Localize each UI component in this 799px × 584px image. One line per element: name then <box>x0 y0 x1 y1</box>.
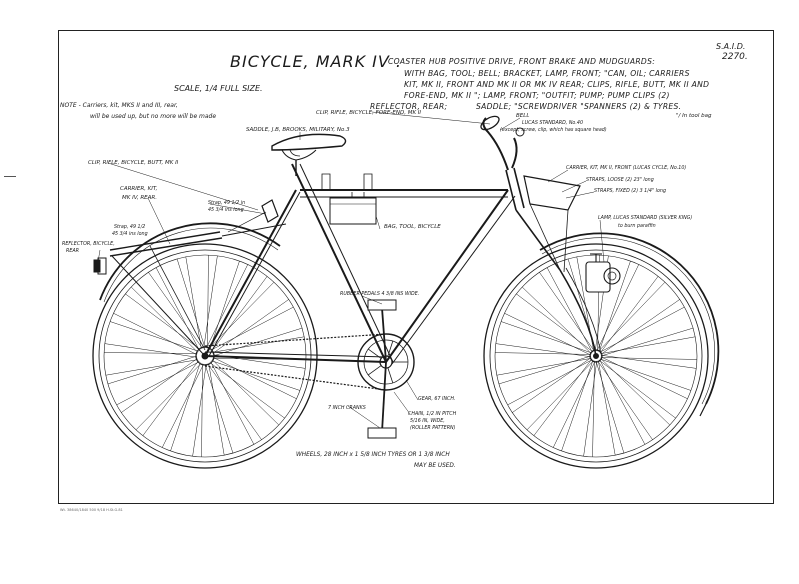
rear-spoke <box>210 362 285 418</box>
rear-spoke <box>193 364 207 456</box>
front-carrier <box>524 176 580 272</box>
label-lamp-1: LAMP, LUCAS STANDARD (SILVER KING) <box>598 216 693 221</box>
rear-spoke <box>106 360 198 376</box>
rear-spoke <box>131 287 198 352</box>
front-spoke <box>497 358 592 375</box>
label-strap-left-1: Strap, 49 1/2 <box>114 225 146 230</box>
rear-spoke <box>186 257 202 349</box>
spec-line-5: REFLECTOR, REAR; <box>370 102 448 111</box>
leader-lines <box>98 112 604 428</box>
label-clip-fore-end: CLIP, RIFLE, BICYCLE, FORE-END, MK II <box>316 110 422 116</box>
front-spoke <box>504 313 591 355</box>
rear-spoke <box>136 363 201 430</box>
rear-spoke <box>213 357 297 399</box>
label-tool-bag: BAG, TOOL, BICYCLE <box>384 224 441 230</box>
rear-spoke <box>143 361 199 436</box>
front-spoke <box>601 357 688 399</box>
rear-spoke <box>206 264 248 348</box>
label-carrier-rear-1: CARRIER, KIT, <box>120 186 158 192</box>
rear-spoke <box>162 364 204 448</box>
note-line-2: will be used up, but no more will be made <box>90 113 217 120</box>
label-bell: BELL <box>516 113 530 119</box>
rear-spoke <box>171 362 201 450</box>
printer-imprint: Wt. 38640/1840 500 9/18 H.St.G.81 <box>60 508 123 512</box>
scale-note: SCALE, 1/4 FULL SIZE. <box>174 84 263 93</box>
front-spoke <box>495 353 591 355</box>
chainwheel-arm <box>388 368 393 383</box>
spec-line-1: COASTER HUB POSITIVE DRIVE, FRONT BRAKE AND MUDGUARDS: <box>388 57 656 66</box>
label-bell-detail: LUCAS STANDARD, No.40 <box>522 121 583 126</box>
rear-spoke <box>212 360 279 425</box>
drawing-title: BICYCLE, MARK IV . <box>230 52 403 71</box>
rear-spoke <box>209 363 225 455</box>
label-pedals: RUBBER PEDALS 4 3/8 INS WIDE. <box>340 292 420 297</box>
label-straps-fixed: STRAPS, FIXED (2) 3 1/4" long <box>594 189 666 194</box>
front-spoke <box>598 360 615 455</box>
chainwheel-arm <box>368 366 381 375</box>
front-spoke <box>601 328 693 356</box>
label-reflector-1: REFLECTOR, BICYCLE, <box>62 242 115 247</box>
label-lamp-2: to burn paraffin <box>618 224 656 229</box>
front-spoke <box>601 355 696 368</box>
front-spoke <box>600 337 695 354</box>
rear-reflector <box>94 260 100 272</box>
label-saddle: SADDLE, J.B, BROOKS, MILITARY, No.3 <box>246 127 350 133</box>
crank-and-pedals <box>368 300 396 438</box>
spec-line-3: KIT, MK II, FRONT AND MK II OR MK IV REAR; CLIPS, RIFLE, BUTT, MK II AND <box>404 80 710 89</box>
rear-spoke <box>204 256 218 348</box>
front-spoke <box>601 358 697 360</box>
rear-spoke <box>110 322 198 352</box>
saddle <box>272 134 346 176</box>
label-clip-butt: CLIP, RIFLE, BICYCLE, BUTT, MK II <box>88 160 179 166</box>
tool-bag-note: "/ In tool bag <box>676 113 712 119</box>
spec-line-saddle: SADDLE; "SCREWDRIVER "SPANNERS (2) & TYRES. <box>476 102 682 111</box>
label-cranks: 7 INCH CRANKS <box>328 406 366 411</box>
label-straps-loose: STRAPS, LOOSE (2) 23" long <box>586 178 654 183</box>
rear-spoke <box>211 361 299 391</box>
front-spoke <box>496 344 591 357</box>
sheet-number: 2270. <box>722 52 748 62</box>
handlebar <box>479 114 524 170</box>
label-chain-1: CHAIN, 1/2 IN PITCH <box>408 412 457 417</box>
front-spoke <box>584 361 597 456</box>
rear-spoke <box>210 261 240 349</box>
label-gear: GEAR, 67 INCH. <box>418 397 456 402</box>
label-carrier-rear-2: MK IV, REAR. <box>122 195 157 201</box>
rear-spoke <box>202 364 203 457</box>
label-strap-rear-2: 45 3/4 ins long <box>208 208 244 213</box>
front-spoke <box>499 356 591 384</box>
tool-bag <box>322 174 376 224</box>
sheet-reference: S.A.I.D. <box>716 42 746 51</box>
rear-spoke <box>125 294 200 350</box>
front-spoke <box>596 361 624 453</box>
bicycle-frame <box>205 164 515 364</box>
front-lamp <box>586 254 620 292</box>
front-mudguard <box>540 233 718 404</box>
label-chain-3: (ROLLER PATTERN) <box>410 426 456 431</box>
front-spoke <box>593 361 595 457</box>
label-strap-rear-1: Strap, 49 1/2 in <box>208 201 246 206</box>
rear-spoke <box>104 353 197 354</box>
spec-line-4: FORE-END, MK II "; LAMP, FRONT; "OUTFIT; PUMP; PUMP CLIPS (2) <box>404 91 670 100</box>
label-bell-detail-2: (except, screw, clip, which has square head) <box>500 128 607 133</box>
label-strap-left-2: 45 3/4 ins long <box>112 232 148 237</box>
rear-spoke <box>105 344 197 358</box>
spec-line-2: WITH BAG, TOOL; BELL; BRACKET, LAMP, FRONT; "CAN, OIL; CARRIERS <box>404 69 690 78</box>
rear-spoke <box>207 255 208 348</box>
label-wheels-1: WHEELS, 28 INCH x 1 5/8 INCH TYRES OR 1 3/8 INCH <box>296 452 450 458</box>
rear-spoke <box>212 337 304 353</box>
rear-spoke <box>211 276 267 351</box>
label-chain-2: 5/16 IN, WIDE, <box>410 419 445 424</box>
note-line-1: NOTE - Carriers, kit, MKS II and III, rear, <box>60 102 178 109</box>
front-spoke <box>553 361 595 448</box>
label-wheels-2: MAY BE USED. <box>414 463 456 469</box>
label-carrier-front: CARRIER, KIT, MK II, FRONT (LUCAS CYCLE, No.10) <box>566 166 687 171</box>
label-reflector-2: REAR <box>66 249 79 254</box>
